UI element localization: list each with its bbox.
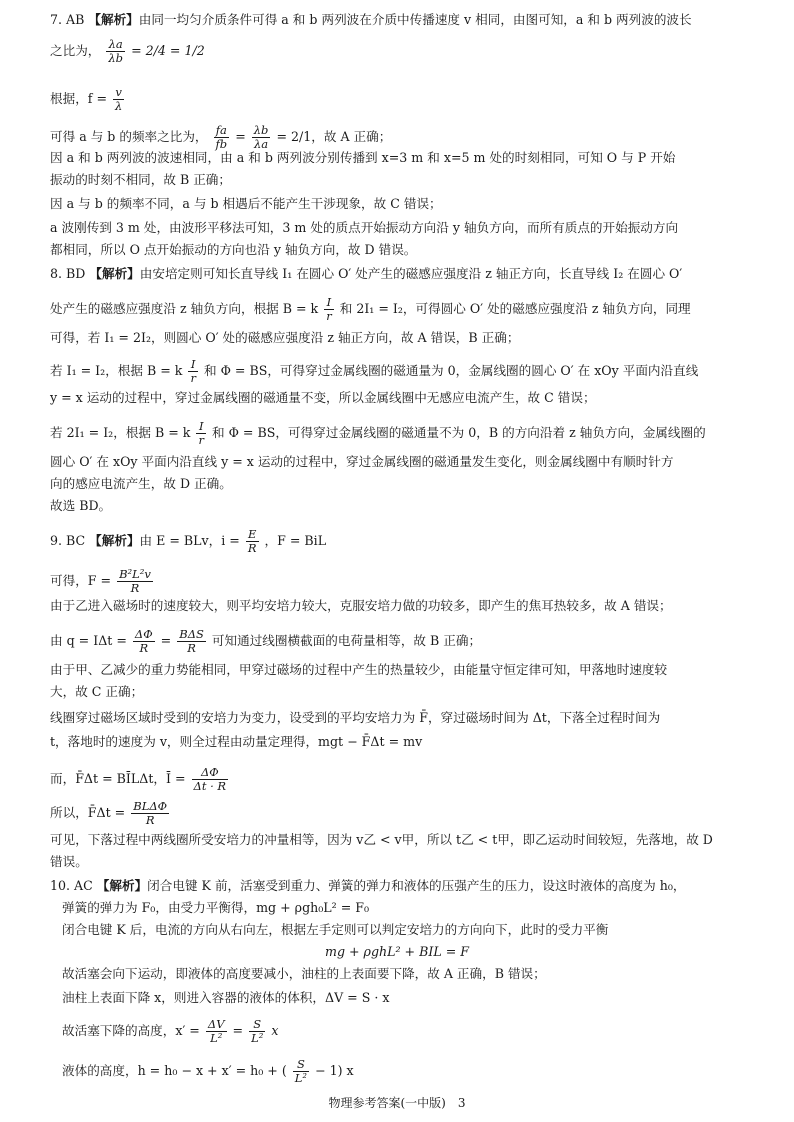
- fraction: $\frac{fa}{fb}$: [215, 123, 228, 151]
- fraction: $\frac{\text{BΔS}}{R}$: [179, 627, 204, 655]
- q9-line-8: t，落地时的速度为 v，则全过程由动量定理得，mgt − F̄Δt = mv: [50, 734, 423, 749]
- q9-line-2: 可得，F = $\frac{\text{B²L²v}}{R}$: [50, 567, 151, 595]
- q9-line-3: 由于乙进入磁场时的速度较大，则平均安培力较大，克服安培力做的功较多，即产生的焦耳热较多，故 A 错误；: [50, 598, 672, 613]
- q8-line-2: 处产生的磁感应强度沿 z 轴负方向，根据 B = k $\frac{I}{r}$ 和 2I₁ = I₂，可得圆心 O′ 处的磁感应强度沿 z 轴负方向，同理: [50, 295, 691, 323]
- q7-line-5: 因 a 和 b 两列波的波速相同，由 a 和 b 两列波分别传播到 x=3 m 和 x=5 m 处的时刻相同，可知 O 与 P 开始: [50, 150, 676, 165]
- q7-line-6: 振动的时刻不相同，故 B 正确；: [50, 172, 231, 187]
- q7-line-3: 根据，f = $\frac{v}{\lambda}$: [50, 85, 123, 113]
- q8-line-1: 8. BD 【解析】由安培定则可知长直导线 I₁ 在圆心 O′ 处产生的磁感应强度沿 z 轴正方向，长直导线 I₂ 在圆心 O′: [50, 266, 683, 281]
- q7-line-4: 可得 a 与 b 的频率之比为， $\frac{fa}{fb}$ = $\frac{\lambda b}{\lambda a}$ = 2/1，故 A 正确；: [50, 123, 392, 151]
- q8-line-3: 可得，若 I₁ = 2I₂，则圆心 O′ 处的磁感应强度沿 z 轴正方向，故 A 错误，B 正确；: [50, 330, 520, 345]
- fraction: $\frac{\lambda b}{\lambda a}$: [253, 123, 269, 151]
- q9-line-10: 所以，F̄Δt = $\frac{\text{BLΔΦ}}{R}$: [50, 799, 168, 827]
- fraction: $\frac{E}{R}$: [247, 527, 257, 555]
- q9-line-5: 由于甲、乙减少的重力势能相同，甲穿过磁场的过程中产生的热量较少，由能量守恒定律可知，甲落地时速度较: [50, 662, 668, 677]
- q10-line-7: 故活塞下降的高度，x′ = $\frac{\Delta V}{\text{L²}}$ = $\frac{S}{\text{L²}}$ x: [62, 1017, 279, 1045]
- fraction: $\frac{I}{r}$: [198, 419, 204, 447]
- analysis-tag: 【解析】: [89, 266, 140, 281]
- q10-line-5: 故活塞会向下运动，即液体的高度要减小，油柱的上表面要下降，故 A 正确，B 错误；: [62, 966, 546, 981]
- q8-line-9: 故选 BD。: [50, 498, 112, 513]
- analysis-tag: 【解析】: [89, 533, 140, 548]
- fraction: $\frac{v}{\lambda}$: [115, 85, 123, 113]
- q9-line-9: 而，F̄Δt = BĪLΔt，Ī = $\frac{\Delta\Phi}{\Delta t \cdot R}$: [50, 765, 227, 793]
- q9-line-11: 可见，下落过程中两线圈所受安培力的冲量相等，因为 v乙 < v甲，所以 t乙 < t甲，即乙运动时间较短，先落地，故 D: [50, 832, 713, 847]
- fraction: $\frac{\Delta\Phi}{\Delta t \cdot R}$: [193, 765, 227, 793]
- q10-line-4: mg + ρghL² + BIL = F: [325, 944, 469, 959]
- fraction: $\frac{\text{B²L²v}}{R}$: [119, 567, 151, 595]
- q7-line-9: 都相同，所以 O 点开始振动的方向也沿 y 轴负方向，故 D 错误。: [50, 242, 417, 257]
- q8-line-5: y = x 运动的过程中，穿过金属线圈的磁通量不变，所以金属线圈中无感应电流产生，故 C 错误；: [50, 390, 596, 405]
- analysis-tag: 【解析】: [88, 12, 139, 27]
- fraction: $\frac{\Delta V}{\text{L²}}$: [207, 1017, 225, 1045]
- fraction: $\frac{S}{\text{L²}}$: [251, 1017, 264, 1045]
- q9-line-12: 错误。: [50, 854, 88, 869]
- fraction: $\frac{S}{\text{L²}}$: [294, 1057, 308, 1085]
- fraction: $\frac{\text{BLΔΦ}}{R}$: [133, 799, 168, 827]
- q8-line-7: 圆心 O′ 在 xOy 平面内沿直线 y = x 运动的过程中，穿过金属线圈的磁通量发生变化，则金属线圈中有顺时针方: [50, 454, 674, 469]
- q9-line-7: 线圈穿过磁场区域时受到的安培力为变力，设受到的平均安培力为 F̄，穿过磁场时间为 Δt，下落全过程时间为: [50, 710, 661, 725]
- q10-line-6: 油柱上表面下降 x，则进入容器的液体的体积，ΔV = S · x: [62, 990, 390, 1005]
- q10-line-1: 10. AC 【解析】闭合电键 K 前，活塞受到重力、弹簧的弹力和液体的压强产生的压力，设这时液体的高度为 h₀，: [50, 878, 686, 893]
- q9-line-6: 大，故 C 正确；: [50, 684, 144, 699]
- page-footer: 物理参考答案(一中版) 3: [328, 1096, 466, 1110]
- q7-line-8: a 波刚传到 3 m 处，由波形平移法可知，3 m 处的质点开始振动方向沿 y 轴负方向，而所有质点的开始振动方向: [50, 220, 679, 235]
- q8-line-8: 向的感应电流产生，故 D 正确。: [50, 476, 232, 491]
- analysis-tag: 【解析】: [96, 878, 148, 893]
- q10-line-2: 弹簧的弹力为 F₀，由受力平衡得，mg + ρgh₀L² = F₀: [62, 900, 370, 915]
- fraction: $\frac{I}{r}$: [326, 295, 332, 323]
- q7-line-2: 之比为， $\frac{\lambda a}{\lambda b}$ = 2/4 = 1/2: [50, 37, 205, 65]
- q8-line-4: 若 I₁ = I₂，根据 B = k $\frac{I}{r}$ 和 Φ = BS，可得穿过金属线圈的磁通量为 0，金属线圈的圆心 O′ 在 xOy 平面内沿直线: [50, 357, 699, 385]
- fraction: $\frac{I}{r}$: [190, 357, 196, 385]
- q8-line-6: 若 2I₁ = I₂，根据 B = k $\frac{I}{r}$ 和 Φ = BS，可得穿过金属线圈的磁通量不为 0，B 的方向沿着 z 轴负方向，金属线圈的: [50, 419, 706, 447]
- q7-line-7: 因 a 与 b 的频率不同，a 与 b 相遇后不能产生干涉现象，故 C 错误；: [50, 196, 442, 211]
- fraction: $\frac{\lambda a}{\lambda b}$: [108, 37, 124, 65]
- q9-line-4: 由 q = IΔt = $\frac{\Delta\Phi}{R}$ = $\frac{\text{BΔS}}{R}$ 可知通过线圈横截面的电荷量相等，故 B 正确；: [50, 627, 482, 655]
- q10-line-3: 闭合电键 K 后，电流的方向从右向左，根据左手定则可以判定安培力的方向向下，此时的受力平衡: [62, 922, 609, 937]
- q7-line-1: 7. AB 【解析】由同一均匀介质条件可得 a 和 b 两列波在介质中传播速度 v 相同，由图可知，a 和 b 两列波的波长: [50, 12, 692, 27]
- q9-line-1: 9. BC 【解析】由 E = BLv，i = $\frac{E}{R}$ ，F = BiL: [50, 527, 327, 555]
- q10-line-8: 液体的高度，h = h₀ − x + x′ = h₀ + ( $\frac{S}{\text{L²}}$ − 1) x: [62, 1057, 354, 1085]
- fraction: $\frac{\Delta\Phi}{R}$: [134, 627, 153, 655]
